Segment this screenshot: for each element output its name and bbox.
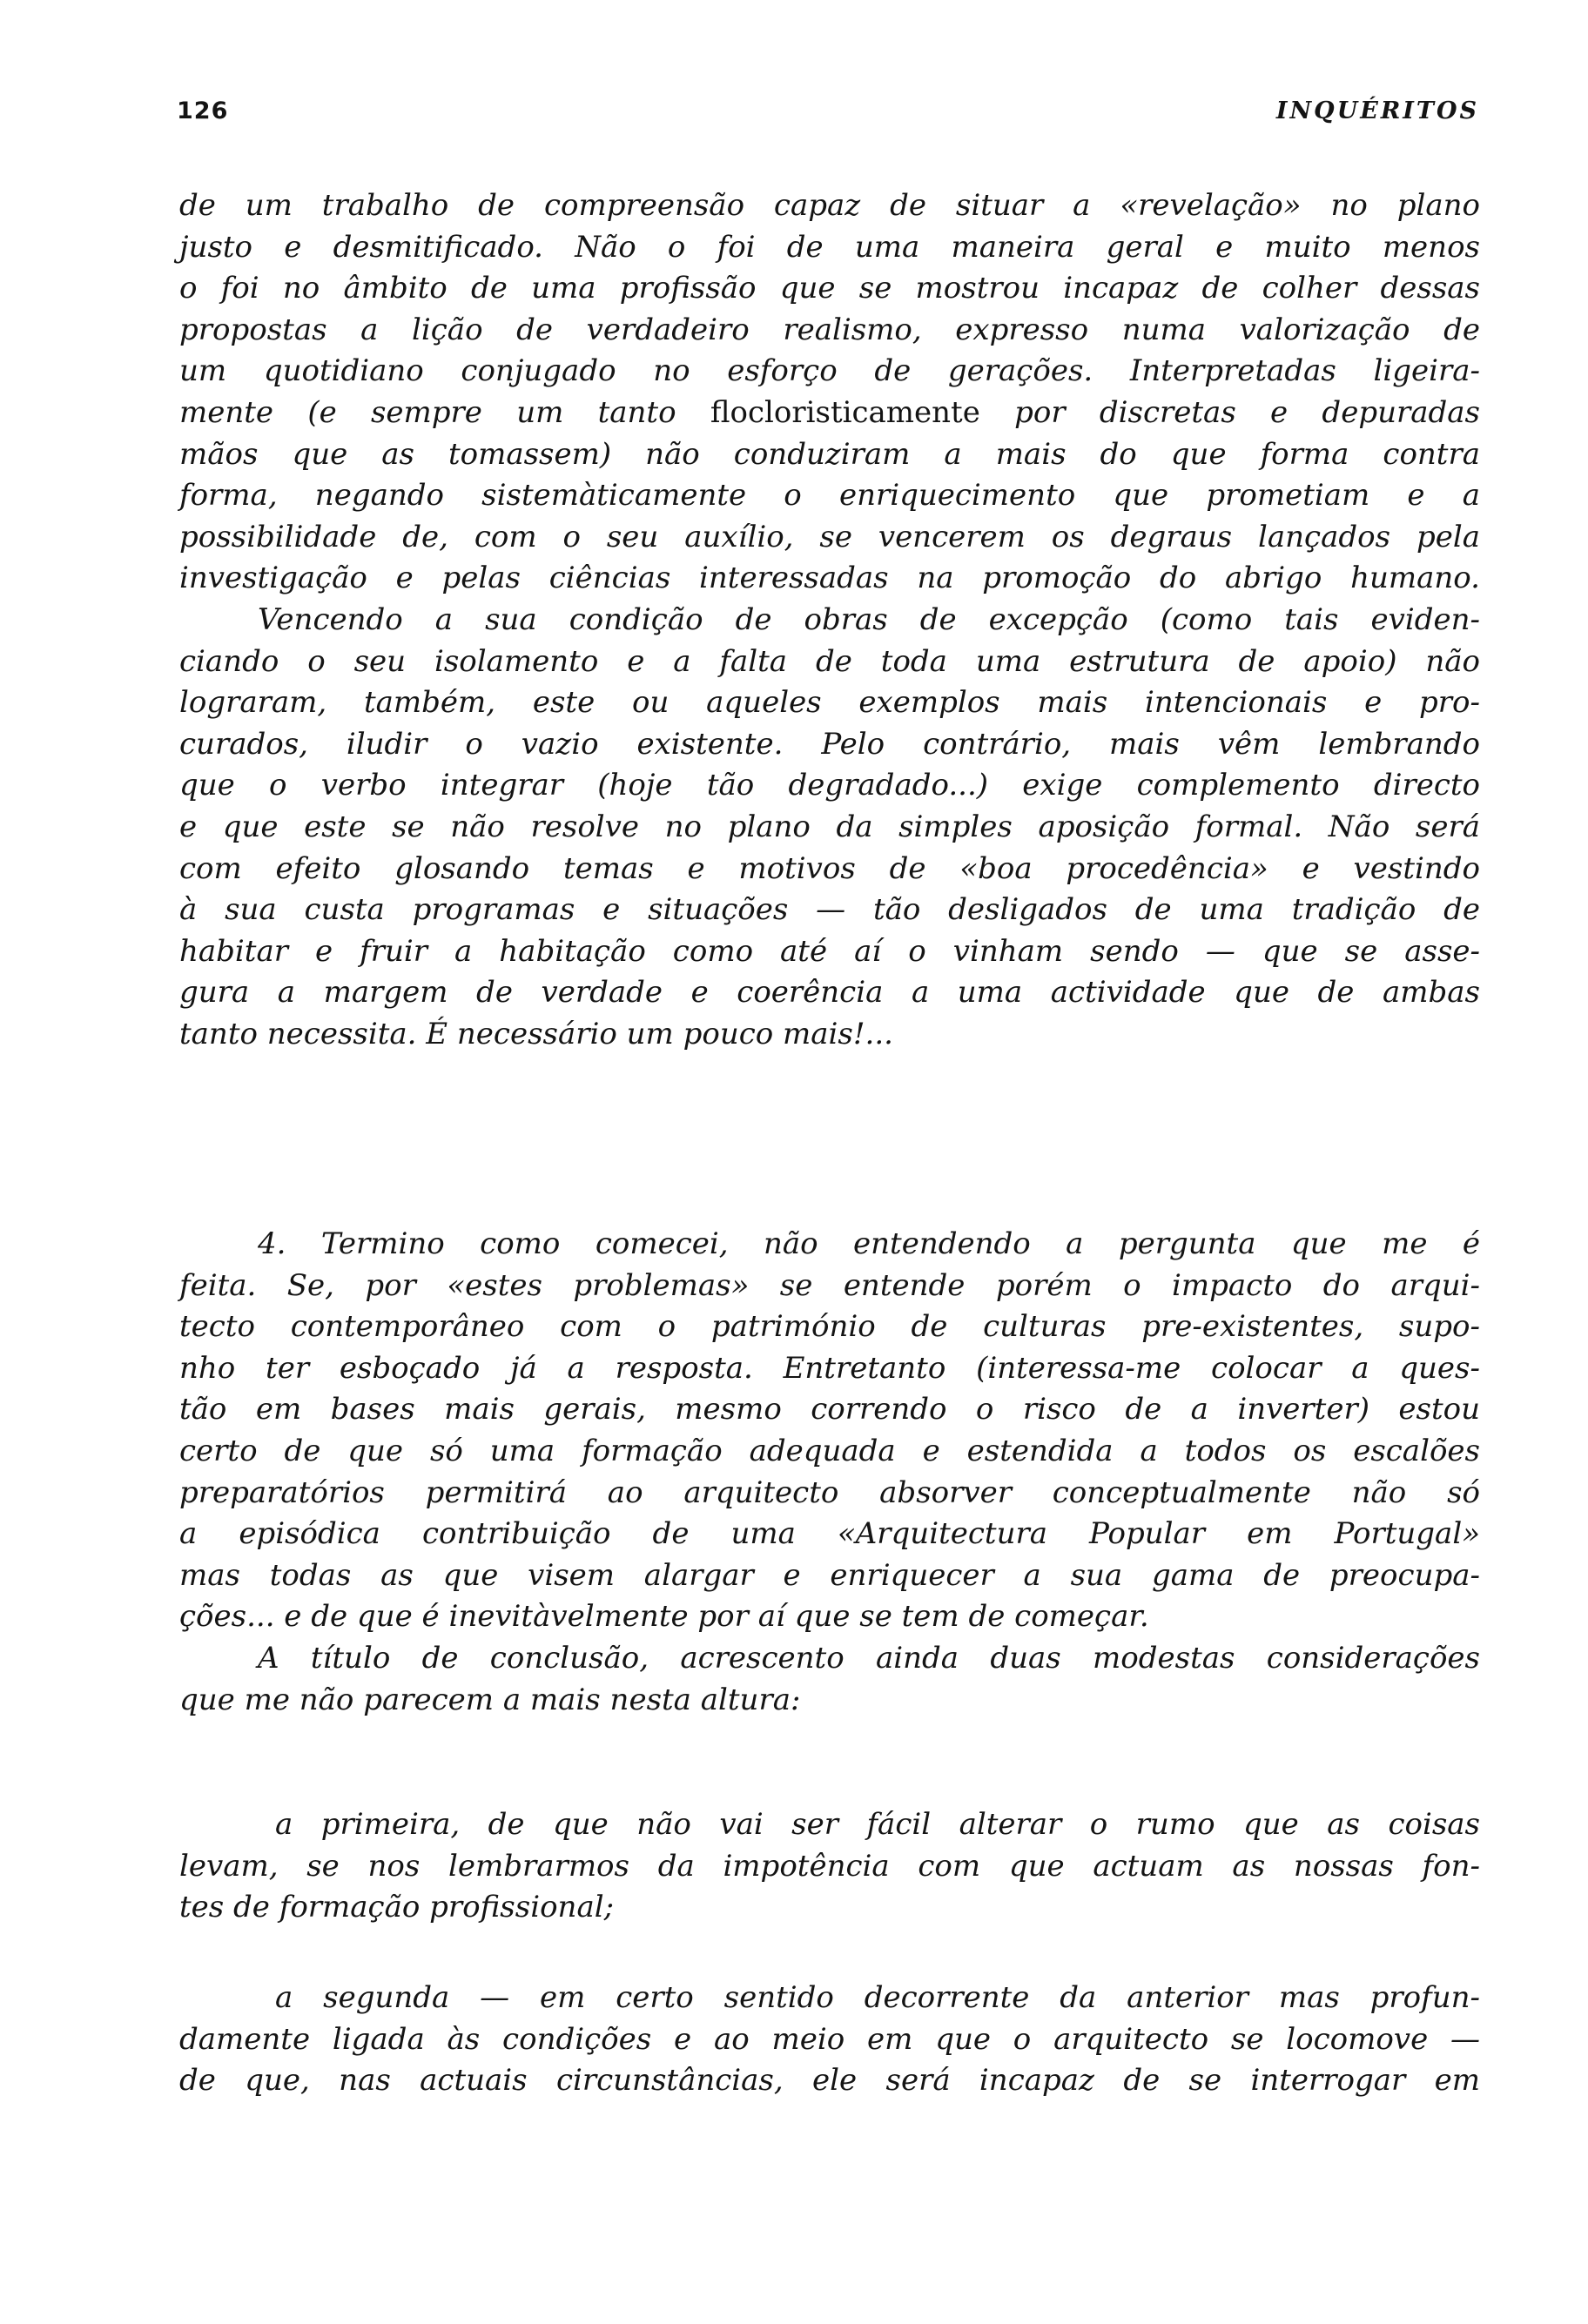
text-line: feita. Se, por «estes problemas» se entende porém o impacto do arqui-: [179, 1267, 1480, 1303]
text-line: 4. Termino como comecei, não entendendo a pergunta que me é: [258, 1226, 1480, 1261]
page-header: [177, 97, 1479, 132]
text-line: possibilidade de, com o seu auxílio, se vencerem os degraus lançados pela: [179, 519, 1480, 554]
text-line: à sua custa programas e situações — tão desligados de uma tradição de: [179, 892, 1480, 928]
text-line: tes de formação profissional;: [179, 1890, 615, 1925]
text-line: e que este se não resolve no plano da simples aposição formal. Não será: [179, 809, 1480, 844]
text-line: A título de conclusão, acrescento ainda duas modestas considerações: [258, 1640, 1480, 1676]
text-line: levam, se nos lembrarmos da impotência com que actuam as nossas fon-: [179, 1848, 1480, 1884]
page-number: 126: [177, 97, 229, 124]
paragraph-1: [179, 185, 1480, 1055]
text-line: de um trabalho de compreensão capaz de situar a «revelação» no plano: [179, 188, 1480, 223]
text-line: investigação e pelas ciências interessadas na promoção do abrigo humano.: [179, 561, 1480, 596]
text-line: certo de que só uma formação adequada e estendida a todos os escalões: [179, 1433, 1480, 1468]
text-line: tecto contemporâneo com o património de culturas pre-existentes, supo-: [179, 1309, 1480, 1345]
text-line: que me não parecem a mais nesta altura:: [179, 1682, 801, 1717]
text-line: justo e desmitificado. Não o foi de uma maneira geral e muito menos: [179, 229, 1480, 265]
text-line: um quotidiano conjugado no esforço de gerações. Interpretadas ligeira-: [179, 353, 1480, 389]
text-line: curados, iludir o vazio existente. Pelo contrário, mais vêm lembrando: [179, 726, 1480, 762]
running-head: INQUÉRITOS: [1275, 97, 1479, 124]
consideration-item-2: [179, 1978, 1480, 2102]
text-line: tão em bases mais gerais, mesmo correndo o risco de a inverter) estou: [179, 1392, 1480, 1427]
text-line: tanto necessita. É necessário um pouco mais!...: [179, 1016, 893, 1051]
text-line: gura a margem de verdade e coerência a uma actividade que de ambas: [179, 975, 1480, 1011]
text-line: propostas a lição de verdadeiro realismo, expresso numa valorização de: [179, 312, 1480, 347]
text-line: forma, negando sistemàticamente o enriquecimento que prometiam e a: [179, 478, 1480, 514]
text-line: a episódica contribuição de uma «Arquitectura Popular em Portugal»: [179, 1516, 1480, 1552]
text-segment: mente (e sempre um tanto: [179, 394, 710, 430]
text-line: habitar e fruir a habitação como até aí o vinham sendo — que se asse-: [179, 933, 1480, 969]
text-line: [179, 393, 1480, 434]
text-line: de que, nas actuais circunstâncias, ele será incapaz de se interrogar em: [179, 2063, 1480, 2099]
consideration-item-1: [179, 1804, 1480, 1929]
text-line: ciando o seu isolamento e a falta de toda uma estrutura de apoio) não: [179, 643, 1480, 679]
text-line: preparatórios permitirá ao arquitecto absorver conceptualmente não só: [179, 1474, 1480, 1510]
text-line: Vencendo a sua condição de obras de excepção (como tais eviden-: [258, 601, 1480, 637]
section-4: [179, 1224, 1480, 1721]
text-segment: por discretas e depuradas: [979, 394, 1480, 430]
text-line: com efeito glosando temas e motivos de «boa procedência» e vestindo: [179, 850, 1480, 886]
text-line: mas todas as que visem alargar e enriquecer a sua gama de preocupa-: [179, 1557, 1480, 1593]
upright-word: flocloristicamente: [710, 394, 980, 430]
text-line: o foi no âmbito de uma profissão que se mostrou incapaz de colher dessas: [179, 271, 1480, 306]
text-line: ções... e de que é inevitàvelmente por aí que se tem de começar.: [179, 1599, 1149, 1635]
text-line: nho ter esboçado já a resposta. Entretanto (interessa-me colocar a ques-: [179, 1350, 1480, 1386]
text-line: mãos que as tomassem) não conduziram a mais do que forma contra: [179, 436, 1480, 472]
text-line: a segunda — em certo sentido decorrente da anterior mas profun-: [275, 1980, 1480, 2015]
text-line: damente ligada às condições e ao meio em que o arquitecto se locomove —: [179, 2021, 1480, 2057]
text-line: a primeira, de que não vai ser fácil alterar o rumo que as coisas: [275, 1807, 1480, 1842]
text-line: lograram, também, este ou aqueles exemplos mais intencionais e pro-: [179, 685, 1480, 721]
text-line: que o verbo integrar (hoje tão degradado...) exige complemento directo: [179, 768, 1480, 803]
